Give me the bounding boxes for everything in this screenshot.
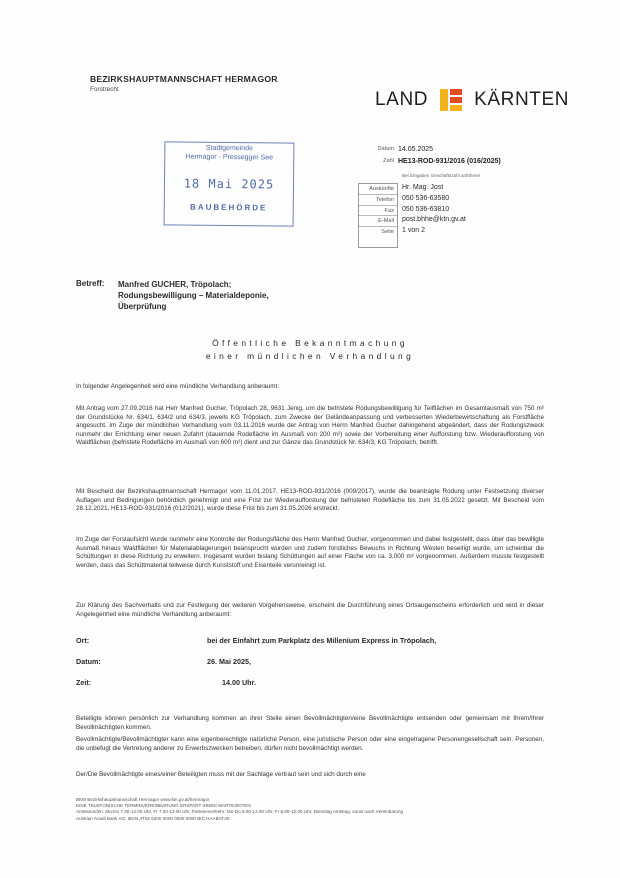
info-label-fax: Fax — [359, 206, 397, 217]
info-label-auskuenfte: Auskünfte — [359, 184, 397, 195]
paragraph-4: Zur Klärung des Sachverhalts und zur Festlegung der weiteren Vorgehensweise, erscheint die Durchführung eines Ortsaugenscheins erforderlich und wird in dieser Angelegenheit eine mündliche Verhandlung anberaumt: — [76, 602, 544, 618]
info-datum-value: 14.05.2025 — [398, 146, 434, 153]
authority-name: BEZIRKSHAUPTMANNSCHAFT HERMAGOR — [90, 74, 278, 84]
intro-paragraph: In folgender Angelegenheit wird eine mündliche Verhandlung anberaumt: — [76, 383, 280, 390]
paragraph-6: Bevollmächtigte/Bevollmächtigter kann eine eigenberechtigte natürliche Person, eine juristische Person oder eine eingetragene Personengesellschaft sein. Personen, die unbefugt die Vertretung anderer zu Erwerbszwecken betreiben, dürfen nicht bevollmächtigt werden. — [76, 736, 544, 752]
datum-label: Datum: — [76, 657, 101, 666]
paragraph-5: Beteiligte können persönlich zur Verhandlung kommen an ihrer Stelle einen Bevollmächtigten/eine Bevollmächtigte entsenden oder gemeinsam mit Ihrem/Ihrer Bevollmächtigten kommen. — [76, 715, 544, 731]
ort-value: bei der Einfahrt zum Parkplatz des Millenium Express in Tröpolach, — [207, 636, 437, 645]
paragraph-3: Im Zuge der Forstaufsicht wurde nunmehr eine Kontrolle der Rodungsfläche des Herrn Manfred Gucher, vorgenommen und dabei festgestellt, dass über das bewilligte Ausmaß hinaus Waldflächen für Materialablagerungen beansprucht wurden und zudem forstliches Bewuchs in Richtung Westen beseitigt wurde, um scheinbar die Schüttungen in diese Richtung zu erweitern. Insgesamt wurden bislang Schüttungen auf einer Fläche von ca. 3.000 m² vorgenommen. Außerdem musste festgestellt werden, dass das Schüttmaterial teilweise durch Kunststoff und Eisenteile verunreinigt ist. — [76, 536, 544, 569]
info-zahl-value: HE13-ROD-931/2016 (016/2025) — [398, 158, 501, 165]
info-label-email: E-Mail — [359, 216, 397, 227]
zeit-label: Zeit: — [76, 678, 92, 687]
subject-label: Betreff: — [76, 279, 105, 288]
info-value-telefon: 050 536-63580 — [402, 194, 450, 202]
heading-line1: Öffentliche Bekanntmachung — [212, 338, 408, 348]
stamp-office: BAUBEHÖRDE — [190, 202, 268, 213]
info-note: Bei Eingaben Geschäftszahl anführen! — [402, 173, 481, 178]
logo-word-left: LAND — [375, 89, 429, 110]
paragraph-7: Der/Die Bevollmächtigte eines/einer Beteiligten muss mit der Sachlage vertraut sein und sich durch eine — [76, 771, 366, 778]
paragraph-2: Mit Bescheid der Bezirkshauptmannschaft Hermagor vom 11.01.2017, HE13-ROD-931/2016 (009/2017), wurde die beantragte Rodung unter Festsetzung diverser Auflagen und Bedingungen behördlich genehmigt und eine Frist zur Wiederaufforstung der befristeten Rodefläche bis zum 31.05.2022 gesetzt. Mit Bescheid vom 28.12.2021, HE13-ROD-931/2016 (012/2021), wurde diese Frist bis zum 31.05.2026 erstreckt. — [76, 488, 544, 513]
ort-label: Ort: — [76, 636, 90, 645]
logo-word-right: KÄRNTEN — [474, 89, 570, 110]
subject-line3: Überprüfung — [118, 302, 167, 311]
land-kaernten-logo — [375, 85, 569, 115]
coat-of-arms-icon — [440, 89, 462, 111]
info-label-telefon: Telefon — [359, 195, 397, 206]
heading-line2: einer mündlichen Verhandlung — [205, 351, 415, 361]
footer-line3: Amtsstunden: Mo-Do 7.30-12.00 Uhr, Fr 7.30-13.00 Uhr, Parteienverkehr: Mo-Do 8.00-12.00 Uhr, Fr 8.00-12.00 Uhr; Dienstag Amtstag, sonst nach Vereinbarung — [76, 809, 404, 815]
info-value-fax: 050 536-63810 — [402, 205, 450, 213]
info-datum-row — [358, 146, 433, 153]
info-value-email: post.bhhe@ktn.gv.at — [402, 216, 466, 224]
footer — [76, 797, 546, 822]
datum-value: 26. Mai 2025, — [207, 657, 251, 666]
info-values — [402, 183, 466, 237]
info-zahl-label: Zahl — [383, 158, 394, 164]
footer-line2: EINE TELEFONISCHE TERMINVEREINBARUNG ERSPART IHNEN WARTEZEITEN — [76, 803, 251, 809]
info-value-auskuenfte: Hr. Mag. Jost — [402, 184, 444, 191]
footer-line1: BKM Bezirkshauptmannschaft Hermagor www.ktn.gv.at/hermagor — [76, 797, 210, 802]
stamp-line1: Stadtgemeinde — [205, 144, 253, 153]
department-name: Forstrecht — [90, 86, 119, 93]
subject-line2: Rodungsbewilligung – Materialdeponie, — [118, 291, 269, 300]
subject-line1: Manfred GUCHER, Tröpolach; — [118, 280, 232, 289]
footer-line4: Austrian Anadi Bank AG: IBAN AT02 5200 0000 0000 0000 BIC HAABAT2K — [76, 815, 230, 821]
subject-text — [118, 279, 269, 312]
stamp-line2: Hermagor - Pressegger See — [185, 153, 274, 162]
stamp-date: 18 Mai 2025 — [183, 176, 275, 192]
info-labels-box — [358, 183, 398, 248]
info-label-seite: Seite — [381, 229, 394, 236]
info-datum-label: Datum — [377, 146, 394, 152]
info-zahl-row — [358, 158, 501, 165]
info-value-seite: 1 von 2 — [402, 227, 425, 235]
received-stamp — [164, 141, 295, 226]
paragraph-1: Mit Antrag vom 27.09.2016 hat Herr Manfred Gucher, Tröpolach 28, 9631 Jenig, um die befristete Rodungsbewilligung für Teilflächen im Gesamtausmaß von 750 m² der Grundstücke Nr. 634/1, 634/2 und 634/3, jeweils KG Tröpolach, zum Zwecke der Geländeanpassung und verbesserten Wiederbewirtschaftung als Forstfläche angesucht. Im Zuge der mündlichen Verhandlung vom 03.11.2016 wurde der Antrag von Herrn Manfred Gucher dahingehend abgeändert, dass der Rodungszweck nunmehr der Errichtung einer neuen Zufahrt (dauernde Rodefläche im Ausmaß von 200 m²) sowie der Vorbereitung einer Aufforstung bzw. Wiederaufforstung von Waldflächen (befristete Rodefläche im Ausmaß von 600 m²) dient und zur Gänze das Grundstück Nr. 634/3, KG Tröpolach, betrifft. — [76, 405, 544, 447]
zeit-value: 14.00 Uhr. — [222, 678, 256, 687]
